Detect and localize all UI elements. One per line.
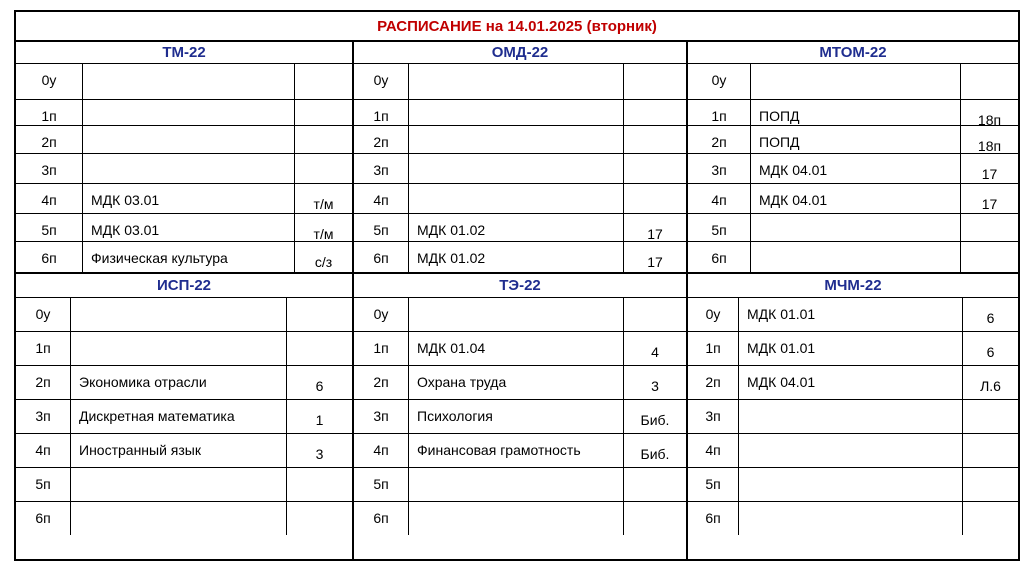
lesson-number: 2п [41,134,57,150]
lesson-number: 5п [35,476,51,492]
lesson-room [962,400,1018,433]
lesson-number: 0у [711,72,727,88]
lesson-row [688,64,1018,100]
lesson-room: 6 [962,298,1018,331]
lesson-row [688,154,1018,184]
lesson-room [962,468,1018,501]
lesson-number: 5п [711,222,727,238]
lesson-subject: Физическая культура [82,242,294,272]
lesson-room: 3 [286,434,352,467]
lesson-room [294,154,352,183]
lesson-room: 1 [286,400,352,433]
lesson-row [688,366,1018,400]
lesson-subject: МДК 04.01 [750,184,960,213]
lesson-subject [408,154,623,183]
lesson-row [354,332,686,366]
lesson-number: 6п [373,510,389,526]
group-header: ТЭ-22 [354,274,686,298]
lesson-subject [82,64,294,99]
lesson-room [623,298,686,331]
lesson-row [688,126,1018,154]
lesson-number: 6п [373,250,389,266]
lesson-number: 3п [373,408,389,424]
lesson-number: 0у [373,72,389,88]
lesson-room [623,154,686,183]
lesson-number: 2п [373,134,389,150]
lesson-number: 4п [373,442,389,458]
lesson-number: 2п [705,374,721,390]
lesson-room [294,64,352,99]
group-header: ОМД-22 [354,42,686,64]
lesson-subject: МДК 01.02 [408,214,623,241]
lesson-number: 6п [711,250,727,266]
lesson-room: 17 [960,184,1018,213]
lesson-subject [70,332,286,365]
lesson-number: 0у [41,72,57,88]
lesson-room [960,214,1018,241]
lesson-subject: МДК 01.02 [408,242,623,272]
lesson-room [286,298,352,331]
lesson-number: 1п [41,108,57,124]
lesson-row [688,434,1018,468]
lesson-subject [70,502,286,535]
lesson-subject: МДК 01.04 [408,332,623,365]
lesson-row [16,400,352,434]
lesson-subject: Охрана труда [408,366,623,399]
lesson-room: 18п [960,100,1018,125]
lesson-row [354,366,686,400]
lesson-number: 1п [711,108,727,124]
lesson-row [688,332,1018,366]
lesson-room: 6 [286,366,352,399]
lesson-number: 3п [373,162,389,178]
lesson-row [16,100,352,126]
lesson-room [294,100,352,125]
lesson-row [16,214,352,242]
lesson-row [16,502,352,535]
lesson-row [16,154,352,184]
lesson-row [16,332,352,366]
lesson-number: 5п [705,476,721,492]
lesson-number: 6п [705,510,721,526]
lesson-number: 0у [705,306,721,322]
lesson-subject [408,100,623,125]
lesson-row [354,126,686,154]
lesson-room [623,100,686,125]
lesson-row [16,242,352,272]
group-мтом-22 [688,42,1018,272]
lesson-number: 5п [41,222,57,238]
lesson-subject [82,126,294,153]
lesson-subject: МДК 04.01 [738,366,962,399]
lesson-row [688,100,1018,126]
lesson-room: 17 [623,214,686,241]
lesson-number: 3п [705,408,721,424]
lesson-subject: Финансовая грамотность [408,434,623,467]
lesson-room [286,468,352,501]
lesson-room: с/з [294,242,352,272]
lesson-row [354,242,686,272]
lesson-room [286,502,352,535]
lesson-row [354,434,686,468]
group-тэ-22 [354,274,686,535]
lesson-room: т/м [294,214,352,241]
schedule-title: РАСПИСАНИЕ на 14.01.2025 (вторник) [16,12,1018,42]
lesson-number: 4п [35,442,51,458]
lesson-subject [750,242,960,272]
lesson-row [16,468,352,502]
schedule-sheet [14,10,1020,561]
lesson-row [688,184,1018,214]
lesson-room: Л.6 [962,366,1018,399]
lesson-subject [408,126,623,153]
lesson-subject: Психология [408,400,623,433]
column-divider [686,42,688,559]
lesson-row [688,400,1018,434]
lesson-number: 4п [373,192,389,208]
lesson-number: 4п [705,442,721,458]
lesson-subject [408,64,623,99]
lesson-row [688,214,1018,242]
lesson-subject [70,298,286,331]
group-тм-22 [16,42,352,272]
lesson-subject: МДК 01.01 [738,298,962,331]
lesson-number: 1п [373,108,389,124]
lesson-room: 3 [623,366,686,399]
lesson-room: 17 [960,154,1018,183]
lesson-room [623,126,686,153]
lesson-room: 18п [960,126,1018,153]
group-мчм-22 [688,274,1018,535]
lesson-number: 6п [41,250,57,266]
lesson-number: 2п [711,134,727,150]
lesson-row [16,298,352,332]
lesson-number: 1п [705,340,721,356]
lesson-subject [738,400,962,433]
lesson-room [623,184,686,213]
lesson-number: 1п [373,340,389,356]
lesson-subject: Иностранный язык [70,434,286,467]
group-header: МТОМ-22 [688,42,1018,64]
lesson-room [962,434,1018,467]
lesson-room: 17 [623,242,686,272]
lesson-subject: МДК 03.01 [82,184,294,213]
lesson-number: 6п [35,510,51,526]
lesson-row [354,298,686,332]
lesson-number: 3п [711,162,727,178]
lesson-row [354,400,686,434]
lesson-row [354,154,686,184]
lesson-subject [82,100,294,125]
lesson-room: т/м [294,184,352,213]
group-header: МЧМ-22 [688,274,1018,298]
group-header: ТМ-22 [16,42,352,64]
lesson-subject [738,502,962,535]
lesson-subject: ПОПД [750,100,960,125]
lesson-row [16,434,352,468]
group-исп-22 [16,274,352,535]
lesson-row [688,242,1018,272]
lesson-number: 2п [35,374,51,390]
lesson-subject [738,434,962,467]
lesson-room [623,502,686,535]
lesson-number: 2п [373,374,389,390]
lesson-number: 4п [41,192,57,208]
lesson-room: Биб. [623,434,686,467]
lesson-number: 5п [373,222,389,238]
lesson-subject: Дискретная математика [70,400,286,433]
lesson-subject: МДК 03.01 [82,214,294,241]
lesson-row [688,468,1018,502]
lesson-subject [408,468,623,501]
lesson-row [354,468,686,502]
column-divider [352,42,354,559]
lesson-subject [750,214,960,241]
lesson-number: 0у [373,306,389,322]
lesson-room: 4 [623,332,686,365]
lesson-room [623,468,686,501]
lesson-room: Биб. [623,400,686,433]
lesson-subject [408,502,623,535]
group-омд-22 [354,42,686,272]
lesson-subject: ПОПД [750,126,960,153]
lesson-subject [70,468,286,501]
lesson-row [354,214,686,242]
lesson-subject [408,184,623,213]
lesson-room [623,64,686,99]
lesson-subject [82,154,294,183]
lesson-room [962,502,1018,535]
lesson-subject: МДК 01.01 [738,332,962,365]
lesson-row [688,298,1018,332]
lesson-row [688,502,1018,535]
group-header: ИСП-22 [16,274,352,298]
lesson-row [16,64,352,100]
lesson-number: 1п [35,340,51,356]
lesson-row [354,502,686,535]
lesson-room: 6 [962,332,1018,365]
lesson-subject [750,64,960,99]
lesson-subject [408,298,623,331]
lesson-room [294,126,352,153]
lesson-subject: Экономика отрасли [70,366,286,399]
lesson-number: 3п [35,408,51,424]
lesson-number: 0у [35,306,51,322]
lesson-number: 4п [711,192,727,208]
lesson-subject: МДК 04.01 [750,154,960,183]
lesson-number: 3п [41,162,57,178]
lesson-room [960,64,1018,99]
lesson-room [286,332,352,365]
lesson-number: 5п [373,476,389,492]
lesson-row [354,64,686,100]
lesson-row [354,100,686,126]
lesson-row [354,184,686,214]
lesson-room [960,242,1018,272]
lesson-row [16,184,352,214]
lesson-row [16,366,352,400]
lesson-row [16,126,352,154]
lesson-subject [738,468,962,501]
